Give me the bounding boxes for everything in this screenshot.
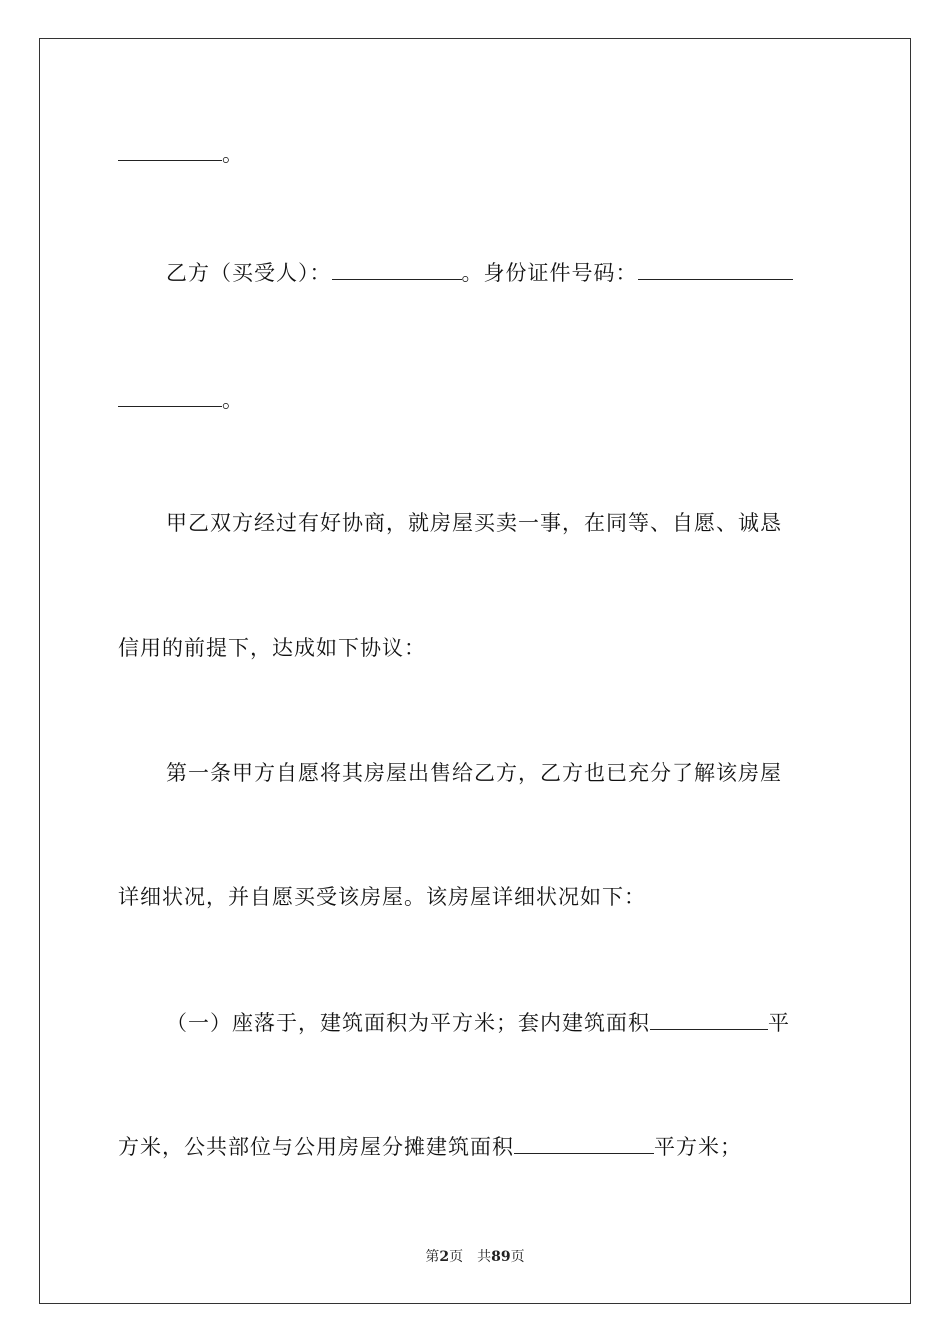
footer-page-number: 2 <box>439 1249 450 1265</box>
footer-total-suffix: 页 <box>510 1249 525 1265</box>
text-line-1 <box>118 139 244 169</box>
footer-page-prefix: 第 <box>425 1249 440 1265</box>
buyer-name-blank <box>332 259 462 280</box>
shared-area-text: 方米，公共部位与公用房屋分摊建筑面积 <box>118 1135 514 1159</box>
page-border <box>39 38 911 1304</box>
id-number-label: 。身份证件号码： <box>461 261 638 285</box>
paragraph-text: 信用的前提下，达成如下协议： <box>118 636 426 660</box>
text-line-3 <box>118 385 244 415</box>
period: 。 <box>222 388 244 412</box>
unit-text: 平 <box>768 1011 790 1035</box>
blank-field <box>118 386 222 407</box>
footer-total-number: 89 <box>491 1249 511 1265</box>
text-line-7 <box>118 882 646 912</box>
blank-field <box>118 140 222 161</box>
shared-area-blank <box>514 1133 654 1154</box>
text-line-4 <box>166 508 782 538</box>
id-number-blank <box>638 259 793 280</box>
text-line-8 <box>166 1008 790 1038</box>
inner-area-blank <box>650 1009 768 1030</box>
period: 。 <box>222 142 244 166</box>
article-1-text: 第一条甲方自愿将其房屋出售给乙方，乙方也已充分了解该房屋 <box>166 761 782 785</box>
text-line-9 <box>118 1132 742 1162</box>
text-line-5 <box>118 633 426 663</box>
text-line-2 <box>166 258 793 288</box>
page-footer <box>0 1247 950 1267</box>
paragraph-text: 详细状况，并自愿买受该房屋。该房屋详细状况如下： <box>118 885 646 909</box>
buyer-label: 乙方（买受人）： <box>166 261 332 285</box>
unit-text: 平方米； <box>654 1135 742 1159</box>
footer-page-suffix: 页 <box>449 1249 464 1265</box>
location-area-text: （一）座落于，建筑面积为平方米；套内建筑面积 <box>166 1011 650 1035</box>
paragraph-text: 甲乙双方经过有好协商，就房屋买卖一事，在同等、自愿、诚恳 <box>166 511 782 535</box>
text-line-6 <box>166 758 782 788</box>
footer-total-prefix: 共 <box>477 1249 492 1265</box>
